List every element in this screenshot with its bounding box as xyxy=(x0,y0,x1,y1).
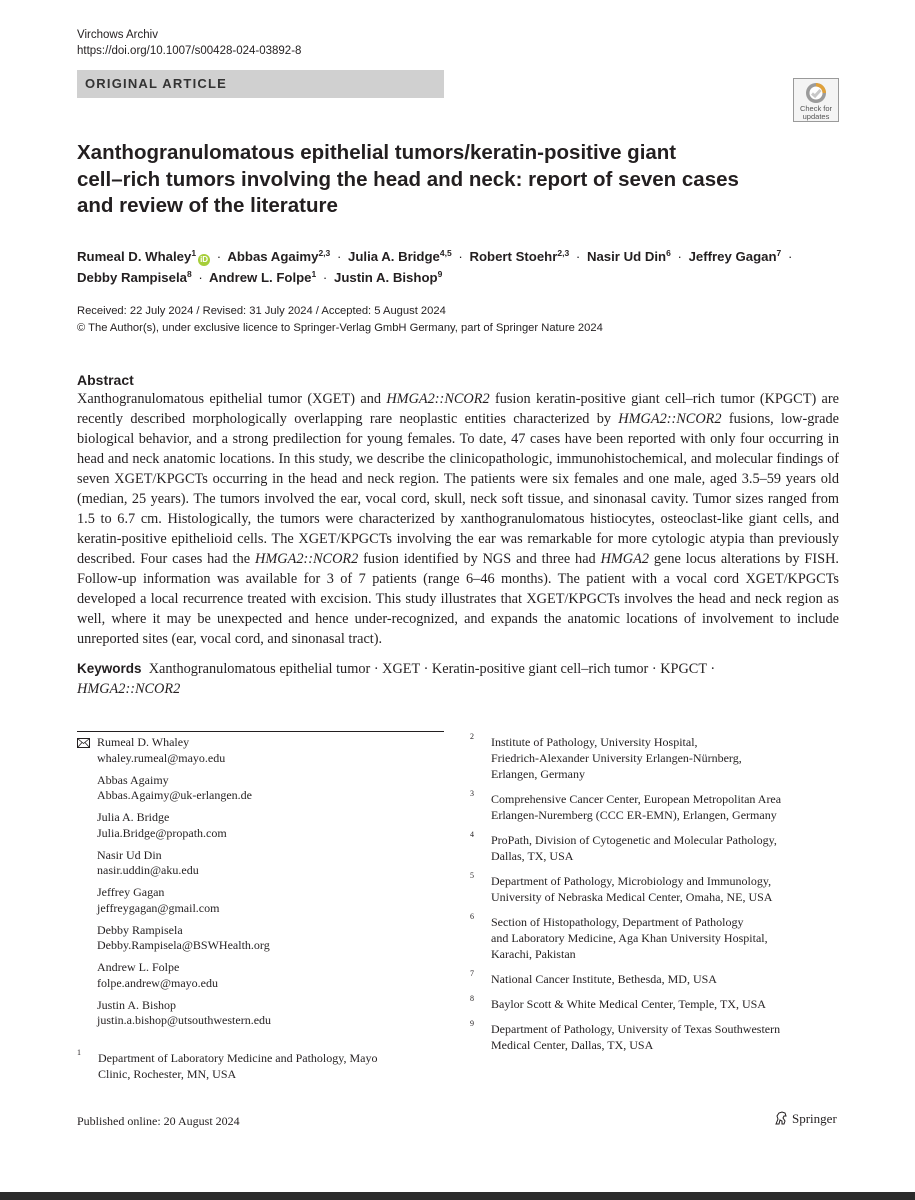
affiliation: 1 Department of Laboratory Medicine and Pathology, Mayo Clinic, Rochester, MN, USA xyxy=(77,1048,378,1081)
contact-entry: Abbas Agaimy Abbas.Agaimy@uk-erlangen.de xyxy=(97,773,457,804)
orcid-icon[interactable]: iD xyxy=(200,255,209,264)
affiliation: 9 Department of Pathology, University of Texas Southwestern Medical Center, Dallas, TX, USA xyxy=(470,1019,781,1052)
doi-link[interactable]: https://doi.org/10.1007/s00428-024-03892-8 xyxy=(77,45,302,57)
affiliation: 6 Section of Histopathology, Department of Pathology and Laboratory Medicine, Aga Khan University Hospital, Karachi, Pakistan xyxy=(470,912,768,961)
author-list xyxy=(77,246,817,288)
springer-horse-icon xyxy=(773,1110,789,1126)
affiliation: 7 National Cancer Institute, Bethesda, MD, USA xyxy=(470,969,717,986)
email-link[interactable]: justin.a.bishop@utsouthwestern.edu xyxy=(97,1013,272,1027)
published-online-date: Published online: 20 August 2024 xyxy=(77,1114,240,1128)
author-line-2: Debby Rampisela$^8$ · Andrew L. Folpe$^1$ · Justin A. Bishop$^9$ xyxy=(77,269,443,285)
author[interactable]: Jeffrey Gagan$^7$ xyxy=(688,248,782,264)
affiliations-right xyxy=(470,734,840,1062)
email-link[interactable]: whaley.rumeal@mayo.edu xyxy=(97,750,226,765)
author[interactable]: Abbas Agaimy$^{2,3}$ xyxy=(227,248,331,264)
keywords-label: Keywords xyxy=(77,661,142,676)
footnote-divider xyxy=(77,731,444,732)
article-dates: Received: 22 July 2024 / Revised: 31 July 2024 / Accepted: 5 August 2024 xyxy=(77,305,446,317)
check-updates-icon xyxy=(805,82,827,104)
abstract-text: Xanthogranulomatous epithelial tumor (XGET) and HMGA2::NCOR2 fusion keratin-positive giant cell–rich tumor (KPGCT) are recently described morphologically overlapping rare neoplastic entities characterized by HMGA2::NCOR2 fusions, low-grade biological behavior, and a strong predilection for young females. To date, 47 cases have been reported with only four occurring in head and neck anatomic locations. In this study, we describe the clinicopathologic, immunohistochemical, and molecular findings of seven XGET/KPGCTs occurring in the head and neck region. The patients were six females and one male, aged 3.5–59 years old (median, 25 years). The tumors involved the ear, vocal cord, skull, neck soft tissue, and sinonasal cavity. Tumor sizes ranged from 1.5 to 6.7 cm. Histologically, the tumors were characterized by xanthogranulomatous histiocytes, osteoclast-like giant cells, and keratin-positive epithelioid cells. The XGET/KPGCTs involving the ear was remarkable for more cytologic atypia than previously described. Four cases had the HMGA2::NCOR2 fusion identified by NGS and three had HMGA2 gene locus alterations by FISH. Follow-up information was available for 3 of 7 patients (range 6–46 months). The patient with a vocal cord XGET/KPGCTs developed a local recurrence treated with excision. This study illustrates that XGET/KPGCTs involves the head and neck region as well, where it may be unexpected and hence under-recognized, and expands the anatomic locations of involvement to include unreported sites (ear, vocal cord, and sinonasal tract). xyxy=(77,391,839,647)
contact-entry: Rumeal D. Whaley whaley.rumeal@mayo.edu xyxy=(97,735,457,766)
affiliation: 4 ProPath, Division of Cytogenetic and Molecular Pathology, Dallas, TX, USA xyxy=(470,830,777,863)
contact-entry: Julia A. Bridge Julia.Bridge@propath.com xyxy=(97,810,457,841)
contact-entry: Debby Rampisela Debby.Rampisela@BSWHealth.org xyxy=(97,923,457,954)
affiliation: 8 Baylor Scott & White Medical Center, Temple, TX, USA xyxy=(470,994,766,1011)
article-type-banner: ORIGINAL ARTICLE xyxy=(77,70,444,98)
email-link[interactable]: Julia.Bridge@propath.com xyxy=(97,825,227,840)
email-link[interactable]: nasir.uddin@aku.edu xyxy=(97,863,199,877)
email-link[interactable]: folpe.andrew@mayo.edu xyxy=(97,975,219,990)
article-title: Xanthogranulomatous epithelial tumors/keratin-positive giant cell–rich tumors involving the head and neck: report of seven cases and review of the literature xyxy=(77,141,739,217)
bottom-edge-bar xyxy=(0,1192,915,1200)
affiliation: 5 Department of Pathology, Microbiology and Immunology, University of Nebraska Medical Center, Omaha, NE, USA xyxy=(470,871,773,904)
author[interactable]: Justin A. Bishop$^9$ xyxy=(334,269,443,285)
author-line-1: Rumeal D. Whaley$^1$iD · Abbas Agaimy$^{2,3}$ · Julia A. Bridge$^{4,5}$ · Robert Stoehr$^{2,3}$ · Nasir Ud Din$^6$ · Jeffrey Gagan$^7$ · xyxy=(77,248,793,264)
author[interactable]: Nasir Ud Din$^6$ xyxy=(586,248,671,264)
author[interactable]: Robert Stoehr$^{2,3}$ xyxy=(469,248,570,264)
contact-entry: Nasir Ud Din nasir.uddin@aku.edu xyxy=(97,848,457,879)
email-link[interactable]: Abbas.Agaimy@uk-erlangen.de xyxy=(97,788,253,802)
author[interactable]: Debby Rampisela$^8$ xyxy=(77,269,192,285)
copyright-notice: © The Author(s), under exclusive licence to Springer-Verlag GmbH Germany, part of Springer Nature 2024 xyxy=(77,322,603,334)
check-for-updates-badge[interactable] xyxy=(793,78,839,122)
envelope-icon xyxy=(77,738,90,748)
author[interactable]: Rumeal D. Whaley$^1$ xyxy=(77,248,197,264)
author[interactable]: Andrew L. Folpe$^1$ xyxy=(208,269,317,285)
journal-name: Virchows Archiv xyxy=(77,29,158,41)
contact-entry: Andrew L. Folpe folpe.andrew@mayo.edu xyxy=(97,960,457,991)
affiliations-left xyxy=(77,1050,437,1091)
email-link[interactable]: jeffreygagan@gmail.com xyxy=(97,900,220,915)
contact-entry: Jeffrey Gagan jeffreygagan@gmail.com xyxy=(97,885,457,916)
affiliation: 3 Comprehensive Cancer Center, European Metropolitan Area Erlangen-Nuremberg (CCC ER-EMN), Erlangen, Germany xyxy=(470,789,782,822)
corresponding-contacts xyxy=(77,735,457,1035)
keywords: Keywords Xanthogranulomatous epithelial tumor · XGET · Keratin-positive giant cell–rich tumor · KPGCT · HMGA2::NCOR2 xyxy=(77,661,716,697)
author[interactable]: Julia A. Bridge$^{4,5}$ xyxy=(348,248,452,264)
publisher-logo: Springer xyxy=(773,1110,837,1128)
email-link[interactable]: Debby.Rampisela@BSWHealth.org xyxy=(97,938,270,952)
check-updates-label: Check for updates xyxy=(799,104,833,121)
affiliation: 2 Institute of Pathology, University Hospital, Friedrich-Alexander University Erlangen-Nürnberg, Erlangen, Germany xyxy=(470,732,742,781)
contact-entry: Justin A. Bishop justin.a.bishop@utsouthwestern.edu xyxy=(97,998,457,1029)
abstract-heading: Abstract xyxy=(77,372,134,388)
